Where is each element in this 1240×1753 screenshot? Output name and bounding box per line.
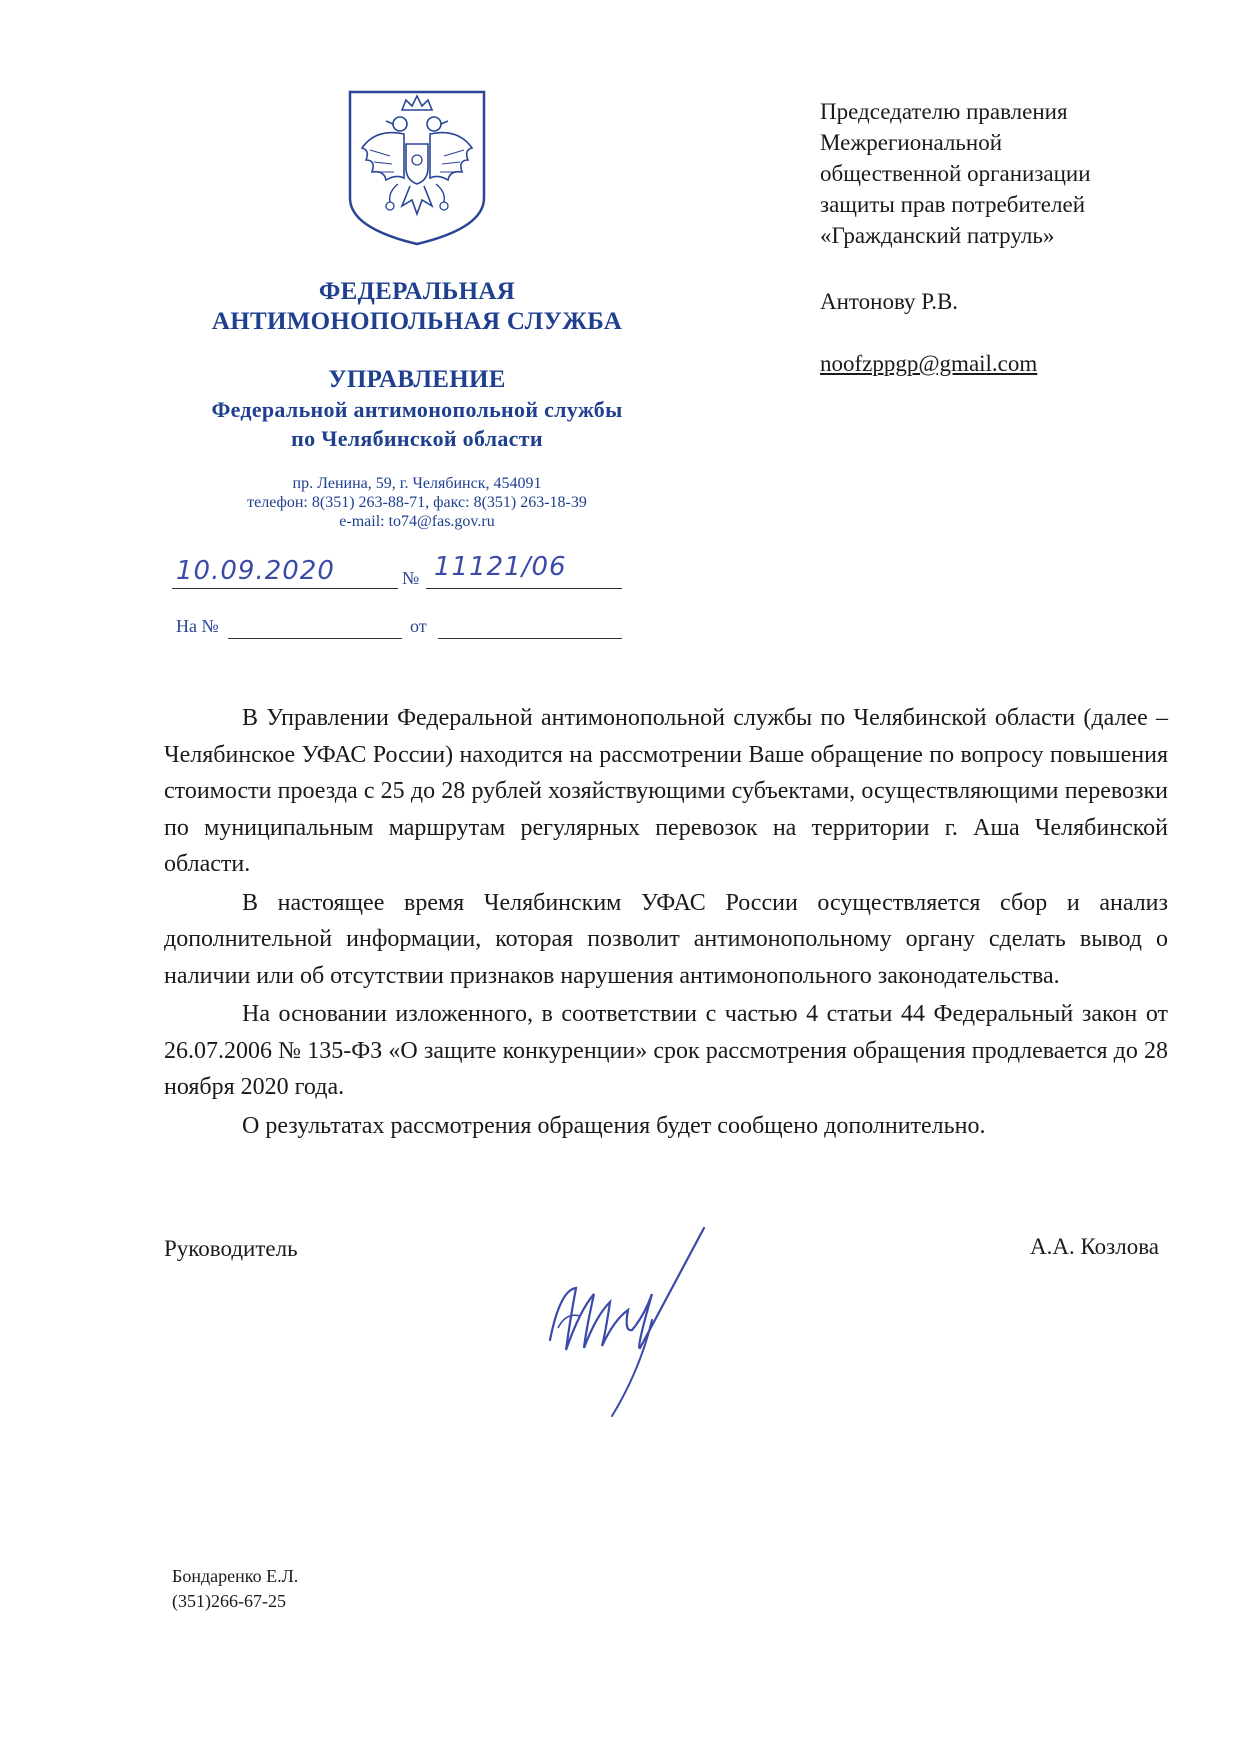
agency-name-line2: АНТИМОНОПОЛЬНАЯ СЛУЖБА bbox=[211, 308, 623, 335]
signer-position: Руководитель bbox=[164, 1236, 298, 1261]
addressee-name: Антонову Р.В. bbox=[820, 289, 959, 314]
registration-number: 11121/06 bbox=[434, 552, 567, 582]
signer-name: А.А. Козлова bbox=[1030, 1234, 1159, 1259]
registration-date: 10.09.2020 bbox=[176, 556, 335, 586]
department-title: УПРАВЛЕНИЕ bbox=[328, 366, 506, 393]
handwritten-signature bbox=[540, 1220, 740, 1420]
addressee-line: общественной организации bbox=[820, 161, 1091, 186]
agency-email: e-mail: to74@fas.gov.ru bbox=[339, 513, 495, 530]
reference-date-label: от bbox=[410, 616, 427, 636]
addressee-line: защиты прав потребителей bbox=[820, 192, 1086, 217]
letter-body bbox=[164, 700, 1168, 1144]
agency-address: пр. Ленина, 59, г. Челябинск, 454091 bbox=[292, 475, 542, 492]
addressee-line: «Гражданский патруль» bbox=[820, 223, 1055, 248]
reference-date-blank bbox=[438, 614, 622, 639]
body-paragraph: В Управлении Федеральной антимонопольной службы по Челябинской области (далее – Челябинское УФАС России) находится на рассмотрении Ваше обращение по вопросу повышения стоимости проезда с 25 до 28 рублей хозяйствующими субъектами, осуществляющими перевозки по муниципальным маршрутам регулярных перевозок на территории г. Аша Челябинской области. bbox=[164, 705, 1168, 877]
body-paragraph: О результатах рассмотрения обращения будет сообщено дополнительно. bbox=[242, 1112, 986, 1139]
reference-number-label: На № bbox=[176, 616, 219, 636]
coat-of-arms-icon bbox=[346, 88, 488, 248]
executor-phone: (351)266-67-25 bbox=[172, 1591, 286, 1611]
department-name-line1: Федеральной антимонопольной службы bbox=[211, 397, 623, 422]
registration-number-label: № bbox=[402, 568, 420, 588]
body-paragraph: На основании изложенного, в соответствии с частью 4 статьи 44 Федеральный закон от 26.07.2006 № 135-ФЗ «О защите конкуренции» срок рассмотрения обращения продлевается до 28 ноября 2020 года. bbox=[164, 1001, 1168, 1100]
addressee-line: Межрегиональной bbox=[820, 130, 1003, 155]
department-name-line2: по Челябинской области bbox=[291, 426, 543, 451]
agency-phones: телефон: 8(351) 263-88-71, факс: 8(351) 263-18-39 bbox=[247, 494, 587, 511]
reference-number-blank bbox=[228, 614, 402, 639]
addressee-email-link[interactable]: noofzppgp@gmail.com bbox=[820, 351, 1038, 376]
executor-name: Бондаренко Е.Л. bbox=[172, 1566, 299, 1586]
body-paragraph: В настоящее время Челябинским УФАС России осуществляется сбор и анализ дополнительной информации, которая позволит антимонопольному органу сделать вывод о наличии или об отсутствии признаков нарушения антимонопольного законодательства. bbox=[164, 889, 1168, 989]
agency-name-line1: ФЕДЕРАЛЬНАЯ bbox=[318, 278, 516, 305]
addressee-line: Председателю правления bbox=[820, 99, 1068, 124]
